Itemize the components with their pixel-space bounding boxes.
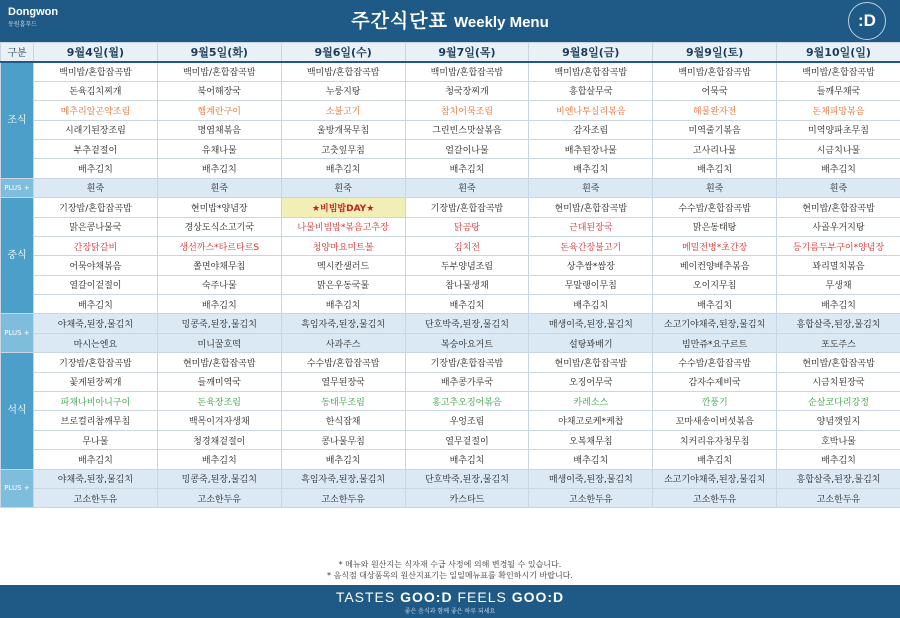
menu-item: 야채죽,된장,물김치: [34, 314, 158, 333]
menu-item: 고소한두유: [157, 488, 281, 507]
menu-item: 들깨미역국: [157, 372, 281, 391]
menu-item: 배추김치: [34, 450, 158, 469]
menu-item: 시래기된장조림: [34, 120, 158, 139]
menu-item: 꼬마새송이버섯볶음: [653, 411, 777, 430]
menu-item: 유채나물: [157, 139, 281, 158]
menu-item: 청국장찌개: [405, 81, 529, 100]
menu-item: 배추김치: [777, 159, 900, 178]
menu-item: 야채고로케*케찹: [529, 411, 653, 430]
menu-item: 시금치된장국: [777, 372, 900, 391]
menu-item: 밍콩죽,된장,물김치: [157, 314, 281, 333]
menu-item: 단호박죽,된장,물김치: [405, 469, 529, 488]
menu-item: 백미밥/혼합잡곡밥: [281, 62, 405, 81]
menu-item: 배추김치: [281, 295, 405, 314]
menu-item: 흑임자죽,된장,물김치: [281, 314, 405, 333]
menu-item: 메추리알곤약조림: [34, 101, 158, 120]
menu-item: 간장닭갈비: [34, 236, 158, 255]
menu-item: 백미밥/혼합잡곡밥: [405, 62, 529, 81]
menu-item: 빔만쥬*요구르트: [653, 333, 777, 352]
menu-item: 배추김치: [529, 450, 653, 469]
menu-item: 브로컬리참깨무침: [34, 411, 158, 430]
meal-row: [1, 275, 900, 294]
menu-item: 숙주나물: [157, 275, 281, 294]
menu-item: 소고기야채죽,된장,물김치: [653, 469, 777, 488]
menu-item: 두부양념조림: [405, 256, 529, 275]
menu-item: 백미밥/혼합잡곡밥: [653, 62, 777, 81]
menu-item: 시금치나물: [777, 139, 900, 158]
menu-item: 무나물: [34, 430, 158, 449]
meal-row: [1, 120, 900, 139]
menu-item: 흰죽: [529, 178, 653, 197]
slogan-part: GOO:D: [400, 589, 453, 605]
menu-item: 기장밥/혼합잡곡밥: [405, 198, 529, 217]
menu-item: 기장밥/혼합잡곡밥: [34, 353, 158, 372]
menu-item: 포도주스: [777, 333, 900, 352]
menu-item: 소불고기: [281, 101, 405, 120]
menu-item: 배추김치: [157, 450, 281, 469]
menu-item: 수수밥/혼합잡곡밥: [653, 353, 777, 372]
menu-item: 매생이죽,된장,물김치: [529, 314, 653, 333]
menu-item: 돈육간장불고기: [529, 236, 653, 255]
menu-item: 수수밥/혼합잡곡밥: [281, 353, 405, 372]
meal-row: [1, 450, 900, 469]
menu-item: 현미밥/혼합잡곡밥: [777, 198, 900, 217]
menu-item: 무말랭이무침: [529, 275, 653, 294]
menu-item: 배추김치: [777, 450, 900, 469]
menu-item: 우엉조림: [405, 411, 529, 430]
day-header: 9월4일(월): [34, 43, 158, 62]
meal-row: [1, 236, 900, 255]
menu-item: 배추김치: [34, 295, 158, 314]
menu-item: 복숭아요거트: [405, 333, 529, 352]
menu-item: 고소한두유: [777, 488, 900, 507]
menu-item: 배추김치: [405, 450, 529, 469]
menu-item: 흰죽: [777, 178, 900, 197]
menu-item: 배추김치: [653, 450, 777, 469]
menu-item: 돈채피망볶음: [777, 101, 900, 120]
footer-subtitle: 좋은 음식과 함께 좋은 하루 되세요: [404, 608, 496, 615]
menu-item: 카스타드: [405, 488, 529, 507]
menu-item: 배추김치: [281, 450, 405, 469]
meal-row: [1, 62, 900, 81]
menu-item: 햄계란구이: [157, 101, 281, 120]
menu-item: 감자조림: [529, 120, 653, 139]
menu-item: 배추김치: [653, 159, 777, 178]
menu-item: 흥합살죽,된장,물김치: [777, 469, 900, 488]
menu-item: 상추쌈*쌈장: [529, 256, 653, 275]
menu-item: 흥합살무국: [529, 81, 653, 100]
meal-row: [1, 353, 900, 372]
menu-item: 맑은콩나물국: [34, 217, 158, 236]
page-title: [0, 0, 900, 42]
menu-item: 흰죽: [157, 178, 281, 197]
menu-body: [1, 62, 900, 508]
menu-item: 무생채: [777, 275, 900, 294]
menu-item: 메밀전병*초간장: [653, 236, 777, 255]
menu-item: 들깨무채국: [777, 81, 900, 100]
menu-item: 배추김치: [777, 295, 900, 314]
menu-item: 현미밥/혼합잡곡밥: [529, 198, 653, 217]
menu-item: 김치전: [405, 236, 529, 255]
menu-item: 북어해장국: [157, 81, 281, 100]
menu-item: 흰죽: [405, 178, 529, 197]
menu-item: 등기름두부구이*양념장: [777, 236, 900, 255]
menu-item: 흰죽: [653, 178, 777, 197]
menu-item: 홍고추오징어볶음: [405, 392, 529, 411]
menu-item: 배추된장나물: [529, 139, 653, 158]
menu-item: 흥합살죽,된장,물김치: [777, 314, 900, 333]
meal-row: [1, 159, 900, 178]
header-bar: [0, 0, 900, 42]
menu-item: 고소한두유: [529, 488, 653, 507]
menu-item: 야채죽,된장,물김치: [34, 469, 158, 488]
title-korean: 주간식단표: [351, 10, 448, 32]
menu-item: 고소한두유: [653, 488, 777, 507]
menu-item: 흰죽: [281, 178, 405, 197]
meal-row: [1, 198, 900, 217]
day-header: 9월10일(일): [777, 43, 900, 62]
menu-item: 돈육김치찌개: [34, 81, 158, 100]
menu-item: 청경채겉절이: [157, 430, 281, 449]
plus-row: [1, 469, 900, 488]
corner-label: 구분: [1, 43, 34, 62]
menu-item: 누룽지탕: [281, 81, 405, 100]
menu-item: 사골우거지탕: [777, 217, 900, 236]
menu-item: 현미밥/혼합잡곡밥: [777, 353, 900, 372]
menu-item: 백미밥/혼합잡곡밥: [34, 62, 158, 81]
menu-item: 청양마요미트볼: [281, 236, 405, 255]
slogan-part: GOO:D: [511, 589, 565, 605]
title-english: Weekly Menu: [454, 14, 549, 31]
menu-item: 명엽채볶음: [157, 120, 281, 139]
menu-item: 어묵야채볶음: [34, 256, 158, 275]
menu-item: 기장밥/혼합잡곡밥: [34, 198, 158, 217]
menu-item: 설탕꽈배기: [529, 333, 653, 352]
menu-item: 흑임자죽,된장,물김치: [281, 469, 405, 488]
menu-item: 마시는엔요: [34, 333, 158, 352]
plus-label: PLUS +: [1, 314, 34, 353]
menu-item: 흰죽: [34, 178, 158, 197]
menu-item: 밍콩죽,된장,물김치: [157, 469, 281, 488]
menu-item: 배추콩가루국: [405, 372, 529, 391]
menu-item: 얼갈이나물: [405, 139, 529, 158]
meal-row: [1, 139, 900, 158]
menu-item: 카레소스: [529, 392, 653, 411]
menu-item: 그린빈스맛살볶음: [405, 120, 529, 139]
plus-label: PLUS +: [1, 178, 34, 197]
menu-item: 백미밥/혼합잡곡밥: [157, 62, 281, 81]
emblem-icon: :D: [848, 2, 886, 40]
notes: [0, 559, 900, 581]
menu-item: 백미밥/혼합잡곡밥: [777, 62, 900, 81]
menu-item: 근대된장국: [529, 217, 653, 236]
menu-item: 열무겉절이: [405, 430, 529, 449]
menu-item: 고사리나물: [653, 139, 777, 158]
menu-item: 배추김치: [405, 159, 529, 178]
meal-row: [1, 411, 900, 430]
day-header: 9월7일(목): [405, 43, 529, 62]
menu-item: 비엔나투실리볶음: [529, 101, 653, 120]
menu-item: 열갈이겉절이: [34, 275, 158, 294]
menu-item: 한식잡채: [281, 411, 405, 430]
menu-item: 미역줄기볶음: [653, 120, 777, 139]
note-line: * 메뉴와 원산지는 식자재 수급 사정에 의해 변경될 수 있습니다.: [338, 560, 562, 569]
plus-label: PLUS +: [1, 469, 34, 508]
meal-row: [1, 101, 900, 120]
menu-item: 열무된장국: [281, 372, 405, 391]
menu-item: 해물완자전: [653, 101, 777, 120]
menu-item: 맑은우동국물: [281, 275, 405, 294]
menu-item: 동태무조림: [281, 392, 405, 411]
menu-item: 베이컨양배추볶음: [653, 256, 777, 275]
menu-item: 백미밥/혼합잡곡밥: [529, 62, 653, 81]
menu-item: 치커리유자청무침: [653, 430, 777, 449]
day-header: 9월5일(화): [157, 43, 281, 62]
plus-row: [1, 178, 900, 197]
menu-item: 기장밥/혼합잡곡밥: [405, 353, 529, 372]
menu-item: 감자수제비국: [653, 372, 777, 391]
menu-item: 미니꿀호떡: [157, 333, 281, 352]
menu-item: 배추김치: [529, 295, 653, 314]
menu-item: ★비빔밥DAY★: [281, 198, 405, 217]
brand-name: Dongwon: [8, 6, 59, 18]
menu-item: 맑은동태탕: [653, 217, 777, 236]
plus-row: [1, 314, 900, 333]
menu-item: 배추김치: [529, 159, 653, 178]
menu-item: 배추김치: [157, 295, 281, 314]
menu-item: 수수밥/혼합잡곡밥: [653, 198, 777, 217]
menu-item: 나물비빔밥*볶음고추장: [281, 217, 405, 236]
menu-item: 깐풍기: [653, 392, 777, 411]
menu-item: 배추김치: [34, 159, 158, 178]
menu-item: 참나물생채: [405, 275, 529, 294]
meal-row: [1, 295, 900, 314]
meal-row: [1, 256, 900, 275]
menu-item: 울방개묵무침: [281, 120, 405, 139]
menu-item: 배추김치: [653, 295, 777, 314]
day-header: 9월9일(토): [653, 43, 777, 62]
footer-bar: [0, 585, 900, 618]
meal-row: [1, 217, 900, 236]
menu-item: 백목이겨자생채: [157, 411, 281, 430]
plus-row: [1, 333, 900, 352]
meal-row: [1, 392, 900, 411]
menu-item: 고춧잎무침: [281, 139, 405, 158]
day-header: 9월6일(수): [281, 43, 405, 62]
menu-item: 생선까스*타르타르S: [157, 236, 281, 255]
menu-item: 참치어묵조림: [405, 101, 529, 120]
day-header-row: [1, 43, 900, 62]
menu-item: 사과주스: [281, 333, 405, 352]
day-header: 9월8일(금): [529, 43, 653, 62]
menu-item: 현미밥/혼합잡곡밥: [157, 353, 281, 372]
brand-subtitle: 동원홈푸드: [8, 21, 37, 28]
menu-item: 꽃게된장찌개: [34, 372, 158, 391]
meal-label: 조식: [1, 62, 34, 178]
footer-slogan: [0, 589, 900, 605]
menu-item: 쫄면야채무침: [157, 256, 281, 275]
menu-item: 파채나비아니구이: [34, 392, 158, 411]
menu-item: 어묵국: [653, 81, 777, 100]
menu-item: 멕시칸샐러드: [281, 256, 405, 275]
menu-item: 미역양파초무침: [777, 120, 900, 139]
meal-row: [1, 81, 900, 100]
plus-row: [1, 488, 900, 507]
menu-item: 순살코다리강정: [777, 392, 900, 411]
slogan-part: TASTES: [335, 589, 401, 605]
menu-item: 고소한두유: [281, 488, 405, 507]
menu-item: 돈육장조림: [157, 392, 281, 411]
menu-item: 오징어무국: [529, 372, 653, 391]
meal-label: 석식: [1, 353, 34, 469]
menu-item: 소고기야채죽,된장,물김치: [653, 314, 777, 333]
note-line: * 음식점 대상품목의 원산지표기는 일일메뉴표를 확인하시기 바랍니다.: [327, 571, 573, 580]
menu-item: 고소한두유: [34, 488, 158, 507]
menu-item: 현미밥*양념장: [157, 198, 281, 217]
menu-item: 콩나물무침: [281, 430, 405, 449]
meal-row: [1, 372, 900, 391]
menu-item: 배추김치: [157, 159, 281, 178]
menu-item: 배추김치: [281, 159, 405, 178]
meal-row: [1, 430, 900, 449]
menu-item: 꽈리멸치볶음: [777, 256, 900, 275]
menu-item: 배추김치: [405, 295, 529, 314]
meal-label: 중식: [1, 198, 34, 314]
menu-item: 닭곰탕: [405, 217, 529, 236]
menu-item: 현미밥/혼합잡곡밥: [529, 353, 653, 372]
menu-table: [0, 42, 900, 508]
menu-item: 호박나물: [777, 430, 900, 449]
menu-item: 오이지무침: [653, 275, 777, 294]
menu-item: 매생이죽,된장,물김치: [529, 469, 653, 488]
menu-item: 경상도식소고기국: [157, 217, 281, 236]
slogan-part: FEELS: [452, 589, 512, 605]
menu-item: 단호박죽,된장,물김치: [405, 314, 529, 333]
menu-item: 오복채무침: [529, 430, 653, 449]
menu-item: 부추겉절이: [34, 139, 158, 158]
menu-item: 양념깻잎지: [777, 411, 900, 430]
